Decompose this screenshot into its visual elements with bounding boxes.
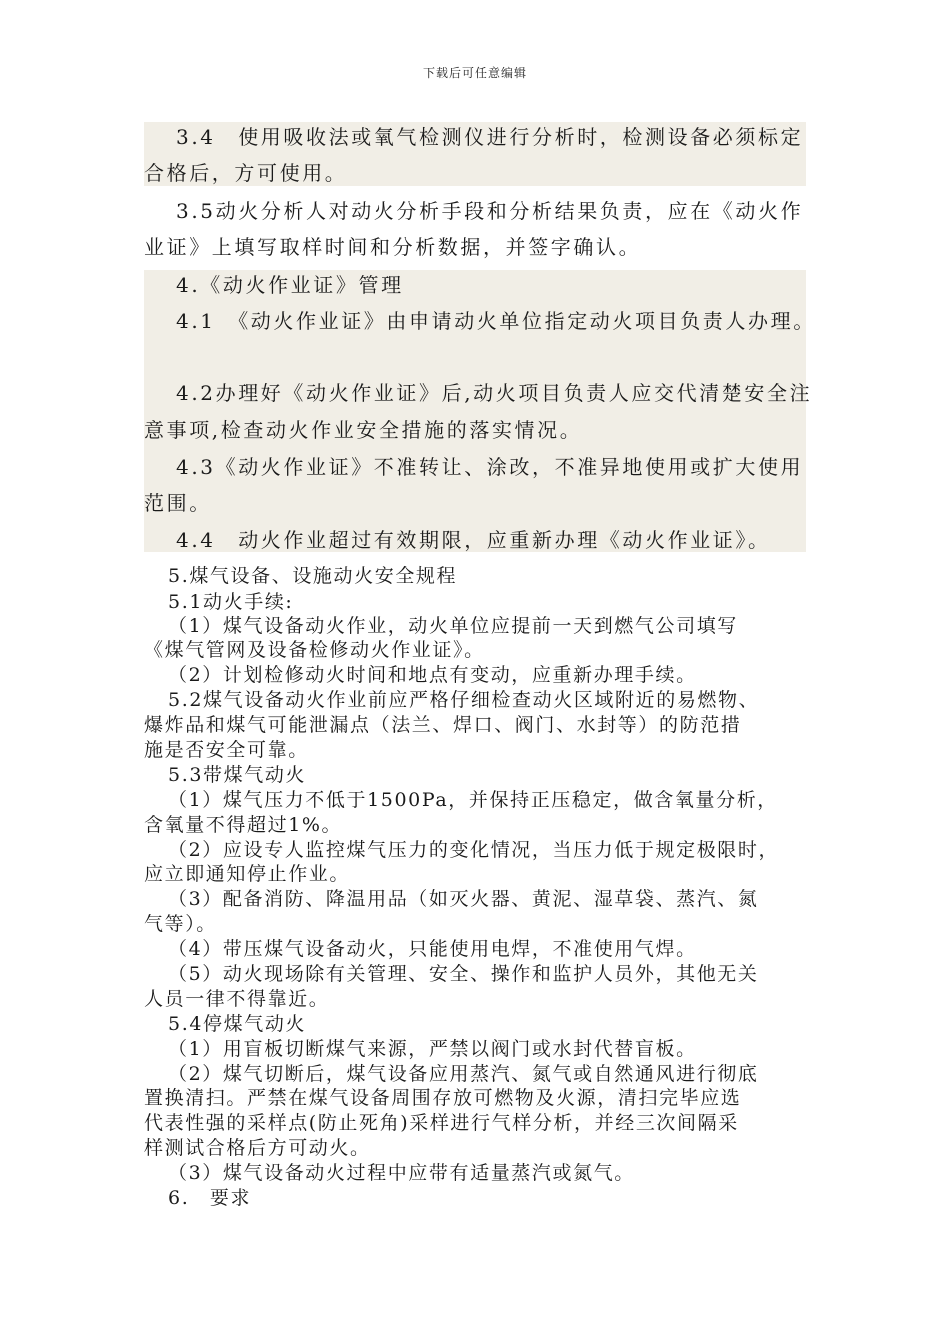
para-4-2-line-1: 4.2办理好《动火作业证》后,动火项目负责人应交代清楚安全注 [176, 381, 813, 405]
para-4-3-line-2: 范围。 [144, 491, 212, 515]
heading-5-4: 5.4停煤气动火 [168, 1013, 307, 1035]
para-4-3-line-1: 4.3《动火作业证》不准转让、涂改，不准异地使用或扩大使用 [176, 455, 804, 479]
item-5-3-3-line-2: 气等）。 [144, 913, 217, 935]
para-4-2-line-2: 意事项,检查动火作业安全措施的落实情况。 [144, 418, 583, 442]
para-5-2-line-3: 施是否安全可靠。 [144, 739, 309, 761]
item-5-4-2-line-3: 代表性强的采样点(防止死角)采样进行气样分析，并经三次间隔采 [144, 1112, 739, 1134]
item-5-3-5-line-1: （5）动火现场除有关管理、安全、操作和监护人员外，其他无关 [168, 963, 759, 985]
para-3-5-line-1: 3.5动火分析人对动火分析手段和分析结果负责，应在《动火作 [176, 199, 804, 223]
para-3-5-line-2: 业证》上填写取样时间和分析数据，并签字确认。 [144, 235, 642, 259]
para-5-2-line-1: 5.2煤气设备动火作业前应严格仔细检查动火区域附近的易燃物、 [168, 689, 760, 711]
heading-5-3: 5.3带煤气动火 [168, 764, 307, 786]
item-5-3-1-line-2: 含氧量不得超过1%。 [144, 814, 343, 836]
item-5-4-1: （1）用盲板切断煤气来源，严禁以阀门或水封代替盲板。 [168, 1038, 697, 1060]
item-5-3-2-line-1: （2）应设专人监控煤气压力的变化情况，当压力低于规定极限时， [168, 839, 780, 861]
item-5-4-2-line-2: 置换清扫。严禁在煤气设备周围存放可燃物及火源，清扫完毕应选 [144, 1087, 742, 1109]
item-5-3-2-line-2: 应立即通知停止作业。 [144, 863, 351, 885]
para-3-4-line-2: 合格后，方可使用。 [144, 161, 348, 185]
heading-5: 5.煤气设备、设施动火安全规程 [168, 565, 458, 587]
item-5-3-1-line-1: （1）煤气压力不低于1500Pa，并保持正压稳定，做含氧量分析， [168, 789, 778, 811]
item-5-1-1-line-2: 《煤气管网及设备检修动火作业证》。 [144, 639, 485, 661]
para-4-4: 4.4 动火作业超过有效期限，应重新办理《动火作业证》。 [176, 528, 771, 552]
item-5-4-2-line-4: 样测试合格后方可动火。 [144, 1137, 371, 1159]
item-5-4-2-line-1: （2）煤气切断后，煤气设备应用蒸汽、氮气或自然通风进行彻底 [168, 1063, 759, 1085]
item-5-1-1-line-1: （1）煤气设备动火作业，动火单位应提前一天到燃气公司填写 [168, 615, 738, 637]
page-header-note: 下载后可任意编辑 [422, 66, 527, 80]
para-3-4-line-1: 3.4 使用吸收法或氧气检测仪进行分析时，检测设备必须标定 [176, 125, 804, 149]
item-5-3-5-line-2: 人员一律不得靠近。 [144, 988, 330, 1010]
heading-5-1: 5.1动火手续: [168, 591, 294, 613]
item-5-1-2: （2）计划检修动火时间和地点有变动，应重新办理手续。 [168, 664, 697, 686]
item-5-3-3-line-1: （3）配备消防、降温用品（如灭火器、黄泥、湿草袋、蒸汽、氮 [168, 888, 759, 910]
heading-6: 6. 要求 [168, 1187, 252, 1209]
heading-4: 4.《动火作业证》管理 [176, 273, 404, 297]
item-5-3-4: （4）带压煤气设备动火，只能使用电焊，不准使用气焊。 [168, 938, 697, 960]
para-5-2-line-2: 爆炸品和煤气可能泄漏点（法兰、焊口、阀门、水封等）的防范措 [144, 714, 742, 736]
item-5-4-3: （3）煤气设备动火过程中应带有适量蒸汽或氮气。 [168, 1162, 635, 1184]
para-4-1: 4.1 《动火作业证》由申请动火单位指定动火项目负责人办理。 [176, 309, 816, 333]
